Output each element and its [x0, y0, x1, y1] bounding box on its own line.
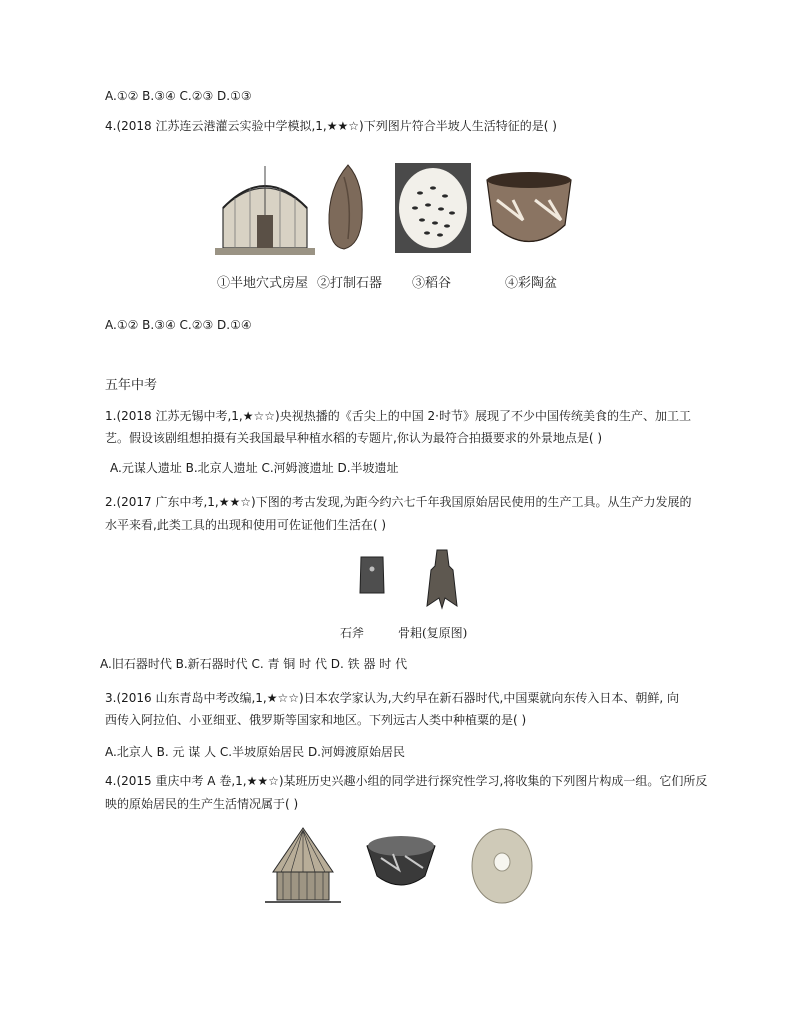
exam-q1-stem-line1: 1.(2018 江苏无锡中考,1,★☆☆)央视热播的《舌尖上的中国 2·时节》展现了不少中国传统美食的生产、加工工 — [105, 409, 691, 423]
caption-pottery: ④彩陶盆 — [505, 276, 558, 291]
section-heading: 五年中考 — [105, 378, 158, 393]
semi-subterranean-house-image — [215, 160, 315, 255]
exam-q1-stem-line2: 艺。假设该剧组想拍摄有关我国最早种植水稻的专题片,你认为最符合拍摄要求的外景地点是( ) — [105, 431, 602, 445]
q3-options: A.①② B.③④ C.②③ D.①③ — [105, 89, 252, 103]
bone-spade-image — [423, 548, 461, 610]
caption-house: ①半地穴式房屋 — [217, 276, 309, 291]
exam-q2-stem-line1: 2.(2017 广东中考,1,★★☆)下图的考古发现,为距今约六七千年我国原始居民使用的生产工具。从生产力发展的 — [105, 495, 692, 509]
painted-pottery-basin-image — [483, 170, 575, 255]
chipped-stone-tool-image — [322, 163, 370, 251]
rice-grain-image — [395, 163, 471, 253]
caption-stone-axe: 石斧 — [340, 626, 365, 640]
q4-options: A.①② B.③④ C.②③ D.①④ — [105, 318, 252, 332]
caption-bone-spade: 骨耜(复原图) — [398, 626, 468, 640]
exam-q3-stem-line1: 3.(2016 山东青岛中考改编,1,★☆☆)日本农学家认为,大约早在新石器时代,中国粟就向东传入日本、朝鲜, 向 — [105, 691, 679, 705]
caption-rice: ③稻谷 — [412, 276, 452, 291]
exam-q4-stem-line1: 4.(2015 重庆中考 A 卷,1,★★☆)某班历史兴趣小组的同学进行探究性学习,将收集的下列图片构成一组。它们所反 — [105, 774, 708, 788]
q4-stem: 4.(2018 江苏连云港灌云实验中学模拟,1,★★☆)下列图片符合半坡人生活特征的是( ) — [105, 119, 557, 133]
stone-disc-image — [470, 826, 534, 906]
exam-q1-options: A.元谋人遗址 B.北京人遗址 C.河姆渡遗址 D.半坡遗址 — [110, 461, 399, 475]
exam-q3-options: A.北京人 B. 元 谋 人 C.半坡原始居民 D.河姆渡原始居民 — [105, 745, 405, 759]
caption-chipped-stone: ②打制石器 — [317, 276, 383, 291]
exam-q4-stem-line2: 映的原始居民的生产生活情况属于( ) — [105, 797, 299, 811]
exam-q2-stem-line2: 水平来看,此类工具的出现和使用可佐证他们生活在( ) — [105, 518, 386, 532]
stone-axe-image — [358, 555, 386, 595]
exam-q3-stem-line2: 西传入阿拉伯、小亚细亚、俄罗斯等国家和地区。下列远古人类中种植粟的是( ) — [105, 713, 527, 727]
pottery-bowl-image — [365, 830, 437, 892]
thatched-hut-image — [263, 826, 343, 906]
exam-q2-options: A.旧石器时代 B.新石器时代 C. 青 铜 时 代 D. 铁 器 时 代 — [100, 657, 408, 671]
